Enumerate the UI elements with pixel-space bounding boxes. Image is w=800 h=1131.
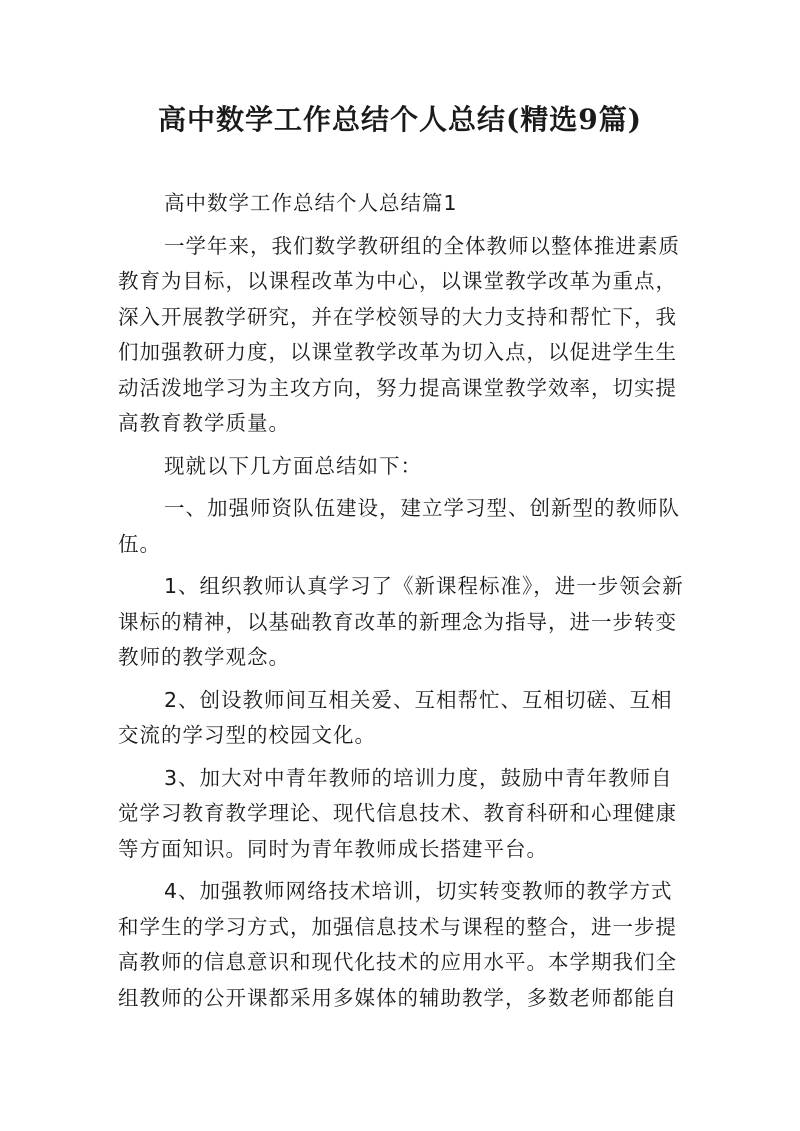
paragraph-line: 等方面知识。同时为青年教师成长搭建平台。 — [118, 836, 548, 861]
paragraph-line: 4、加强教师网络技术培训，切实转变教师的教学方式 — [164, 879, 673, 903]
paragraph-line: 伍。 — [118, 531, 161, 556]
document-title: 高中数学工作总结个人总结(精选9篇) — [158, 103, 642, 136]
paragraph-line: 1、组织教师认真学习了《新课程标准》，进一步领会新 — [164, 574, 684, 598]
paragraph-line: 现就以下几方面总结如下： — [164, 453, 422, 478]
paragraph-line: 2、创设教师间互相关爱、互相帮忙、互相切磋、互相 — [164, 687, 673, 712]
paragraph-line: 3、加大对中青年教师的培训力度，鼓励中青年教师自 — [164, 765, 673, 790]
paragraph — [118, 449, 688, 485]
paragraph-line: 一学年来，我们数学教研组的全体教师以整体推进素质 — [164, 233, 680, 258]
paragraph — [118, 683, 688, 754]
paragraph-line: 组教师的公开课都采用多媒体的辅助教学，多数老师都能自 — [118, 985, 677, 1010]
document-body — [118, 186, 688, 1023]
paragraph-line: 高教育教学质量。 — [118, 411, 290, 435]
paragraph — [118, 569, 688, 676]
paragraph-line: 高中数学工作总结个人总结篇1 — [164, 191, 458, 215]
paragraph — [118, 229, 688, 442]
paragraph-line: 觉学习教育教学理论、现代信息技术、教育科研和心理健康 — [118, 801, 677, 825]
paragraph-line: 深入开展教学研究，并在学校领导的大力支持和帮忙下，我 — [118, 304, 677, 329]
paragraph-line: 交流的学习型的校园文化。 — [118, 723, 376, 747]
paragraph-line: 教师的教学观念。 — [118, 645, 290, 669]
paragraph — [118, 761, 688, 868]
paragraph-line: 一、加强师资队伍建设，建立学习型、创新型的教师队 — [164, 496, 680, 520]
paragraph-line: 教育为目标，以课程改革为中心，以课堂教学改革为重点， — [118, 269, 677, 293]
paragraph-heading — [118, 186, 688, 222]
paragraph-line: 们加强教研力度，以课堂教学改革为切入点，以促进学生生 — [118, 340, 677, 364]
paragraph — [118, 874, 688, 1016]
paragraph — [118, 491, 688, 562]
paragraph-line: 高教师的信息意识和现代化技术的应用水平。本学期我们全 — [118, 950, 677, 974]
paragraph-line: 和学生的学习方式，加强信息技术与课程的整合，进一步提 — [118, 914, 677, 939]
paragraph-line: 动活泼地学习为主攻方向，努力提高课堂教学效率，切实提 — [118, 375, 677, 400]
paragraph-line: 课标的精神，以基础教育改革的新理念为指导，进一步转变 — [118, 609, 677, 634]
